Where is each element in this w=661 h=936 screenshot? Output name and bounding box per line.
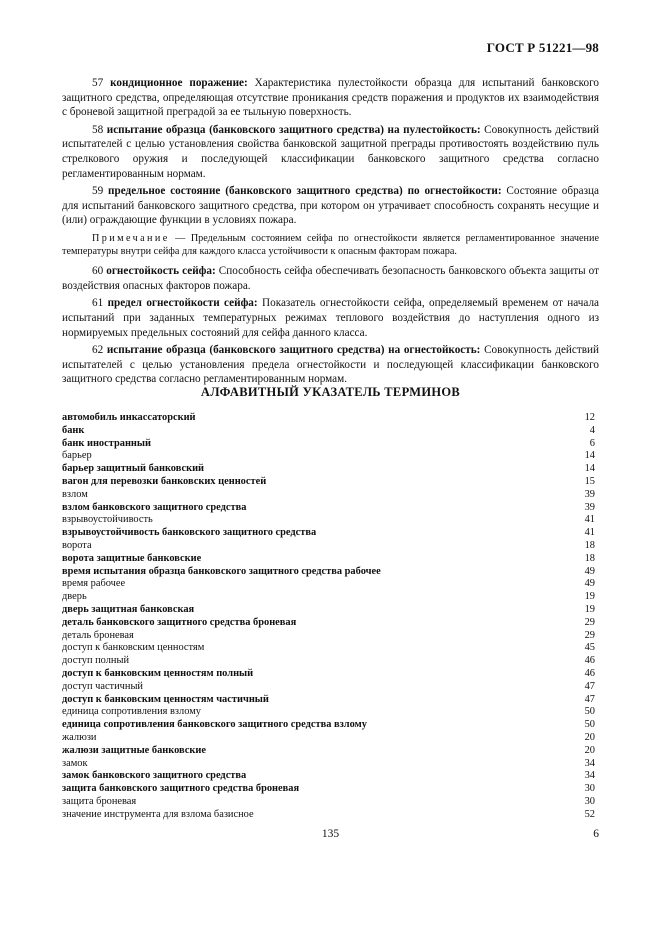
- index-term: банк иностранный: [62, 437, 152, 449]
- term-index: [62, 412, 595, 822]
- definition-59: 59 предельное состояние (банковского защитного средства) по огнестойкости: Состояние образца для испытаний банковского защитного средства, при котором он утрачивает способность сохранять несущие и (или) ограждающие функции в условиях пожара.: [62, 185, 599, 227]
- sheet-number: 6: [593, 828, 599, 840]
- index-term: вагон для перевозки банковских ценностей: [62, 475, 267, 487]
- index-term: жалюзи защитные банковские: [62, 744, 206, 756]
- index-row: [62, 476, 595, 489]
- index-term: защита броневая: [62, 795, 137, 807]
- definition-60: 60 огнестойкость сейфа: Способность сейфа обеспечивать безопасность банковского объекта защиты от воздействия опасных факторов пожара.: [62, 265, 600, 292]
- index-term: значение инструмента для взлома базисное: [62, 808, 254, 820]
- index-row: [62, 425, 595, 438]
- index-page-ref: 49: [584, 565, 595, 577]
- index-row: [62, 438, 595, 451]
- index-row: [62, 809, 595, 822]
- index-page-ref: 29: [584, 616, 595, 628]
- index-row: [62, 694, 595, 707]
- definition-57: 57 кондиционное поражение: Характеристика пулестойкости образца для испытаний банковского защитного средства, определяющая отсутствие проникания средств поражения и продуктов их взаимодействия с броневой защитной преградой за ее тыльную поверхность.: [62, 77, 600, 119]
- index-page-ref: 41: [584, 514, 595, 526]
- index-row: [62, 706, 595, 719]
- index-page-ref: 47: [584, 693, 595, 705]
- index-term: банк: [62, 424, 85, 436]
- index-term: барьер: [62, 450, 92, 462]
- index-term: доступ частичный: [62, 680, 143, 692]
- document-id: ГОСТ Р 51221—98: [486, 40, 599, 55]
- page-number: 135: [321, 828, 340, 840]
- index-page-ref: 20: [584, 731, 595, 743]
- index-term: дверь защитная банковская: [62, 603, 195, 615]
- index-page-ref: 19: [584, 591, 595, 603]
- index-page-ref: 34: [584, 757, 595, 769]
- index-page-ref: 46: [584, 655, 595, 667]
- index-page-ref: 49: [584, 578, 595, 590]
- index-page-ref: 4: [589, 424, 595, 436]
- index-term: единица сопротивления взлому: [62, 706, 201, 718]
- index-row: [62, 783, 595, 796]
- index-row: [62, 668, 595, 681]
- index-row: [62, 463, 595, 476]
- index-page-ref: 45: [584, 642, 595, 654]
- index-term: доступ полный: [62, 655, 130, 667]
- index-term: замок банковского защитного средства: [62, 770, 247, 782]
- index-row: [62, 745, 595, 758]
- index-page-ref: 52: [584, 808, 595, 820]
- index-row: [62, 604, 595, 617]
- definition-58: 58 испытание образца (банковского защитного средства) на пулестойкость: Совокупность действий испытателей с целью установления свойства банковской защитной преграды противостоять воздействию пуль стрелкового оружия и последующей классификации банковского защитного средства согласно регламентированным нормам.: [62, 123, 600, 180]
- index-row: [62, 578, 595, 591]
- note: Примечание — Предельным состоянием сейфа по огнестойкости является регламентированное значение температуры внутри сейфа для каждого класса устойчивости к опасным факторам пожара.: [62, 232, 599, 257]
- index-term: дверь: [62, 591, 87, 603]
- index-page-ref: 50: [584, 719, 595, 731]
- index-term: защита банковского защитного средства броневая: [62, 783, 300, 795]
- index-page-ref: 6: [589, 437, 595, 449]
- index-row: [62, 796, 595, 809]
- index-term: автомобиль инкассаторский: [62, 412, 196, 423]
- definitions-block: [62, 76, 599, 390]
- index-page-ref: 15: [584, 475, 595, 487]
- index-row: [62, 412, 595, 425]
- index-row: [62, 489, 595, 502]
- index-term: время испытания образца банковского защитного средства рабочее: [62, 565, 381, 577]
- index-row: [62, 719, 595, 732]
- index-page-ref: 18: [584, 552, 595, 564]
- index-page-ref: 14: [584, 463, 595, 475]
- index-row: [62, 527, 595, 540]
- definition-62: 62 испытание образца (банковского защитного средства) на огнестойкость: Совокупность действий испытателей с целью установления предела огнестойкости и последующей классификации банковского защитного средства согласно регламентированным нормам.: [62, 344, 600, 386]
- index-page-ref: 29: [584, 629, 595, 641]
- index-term: деталь броневая: [62, 629, 134, 641]
- index-page-ref: 12: [584, 412, 595, 423]
- index-row: [62, 732, 595, 745]
- index-row: [62, 591, 595, 604]
- index-row: [62, 617, 595, 630]
- index-term: взрывоустойчивость: [62, 514, 153, 526]
- index-row: [62, 566, 595, 579]
- index-row: [62, 540, 595, 553]
- index-row: [62, 758, 595, 771]
- index-term: ворота: [62, 539, 92, 551]
- index-term: взрывоустойчивость банковского защитного средства: [62, 527, 317, 539]
- index-page-ref: 30: [584, 795, 595, 807]
- index-term: взлом банковского защитного средства: [62, 501, 247, 513]
- index-row: [62, 502, 595, 515]
- index-row: [62, 681, 595, 694]
- index-term: барьер защитный банковский: [62, 463, 205, 475]
- index-term: деталь банковского защитного средства броневая: [62, 616, 297, 628]
- index-page-ref: 34: [584, 770, 595, 782]
- index-page-ref: 46: [584, 667, 595, 679]
- index-row: [62, 514, 595, 527]
- index-page-ref: 41: [584, 527, 595, 539]
- index-row: [62, 655, 595, 668]
- index-term: единица сопротивления банковского защитного средства взлому: [62, 719, 367, 731]
- index-page-ref: 47: [584, 680, 595, 692]
- index-term: жалюзи: [62, 731, 97, 743]
- index-term: взлом: [62, 488, 88, 500]
- index-page-ref: 39: [584, 488, 595, 500]
- index-row: [62, 642, 595, 655]
- index-term: доступ к банковским ценностям: [62, 642, 205, 654]
- index-page-ref: 18: [584, 539, 595, 551]
- index-page-ref: 30: [584, 783, 595, 795]
- index-row: [62, 630, 595, 643]
- index-row: [62, 553, 595, 566]
- index-term: время рабочее: [62, 578, 126, 590]
- index-term: замок: [62, 757, 88, 769]
- index-row: [62, 770, 595, 783]
- index-term: ворота защитные банковские: [62, 552, 202, 564]
- index-term: доступ к банковским ценностям частичный: [62, 693, 269, 705]
- index-term: доступ к банковским ценностям полный: [62, 667, 254, 679]
- index-page-ref: 19: [584, 603, 595, 615]
- index-title: АЛФАВИТНЫЙ УКАЗАТЕЛЬ ТЕРМИНОВ: [200, 385, 461, 399]
- definition-61: 61 предел огнестойкости сейфа: Показатель огнестойкости сейфа, определяемый временем от начала испытаний при заданных температурных режимах теплового воздействия до наступления одного из нормируемых предельных состояний для сейфа данного класса.: [62, 297, 600, 339]
- index-page-ref: 14: [584, 450, 595, 462]
- index-page-ref: 50: [584, 706, 595, 718]
- index-row: [62, 450, 595, 463]
- index-page-ref: 39: [584, 501, 595, 513]
- index-page-ref: 20: [584, 744, 595, 756]
